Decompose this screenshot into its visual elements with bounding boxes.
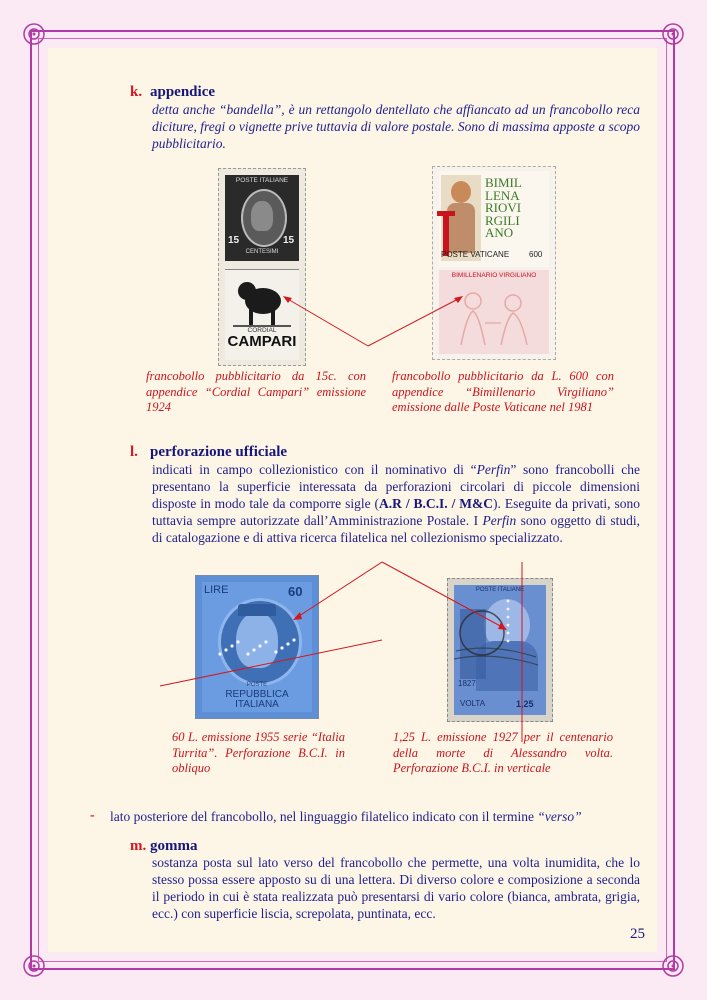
stamp-vatican-country: POSTE VATICANE <box>441 250 510 259</box>
stamp-campari-bottom-text: CENTESIMI <box>245 249 279 255</box>
section-l-letter: l. <box>130 444 138 460</box>
caption-vatican: francobollo pubblicitario da L. 600 con appendice “Bimillenario Virgiliano” emissione dalle Poste Vaticane nel 1981 <box>392 369 614 414</box>
section-l-text-part: ). Eseguite da privati, sono tuttavia sempre autorizzate dall’Amministrazione Postale. I <box>152 496 641 528</box>
perfin-term: Perfin <box>476 462 511 477</box>
section-l-text-part: ” sono francobolli che presentano la superficie interessata da perforazioni circolari di piccole dimensioni disposte in modo tale da comporre sigle ( <box>152 462 640 511</box>
caption-campari: francobollo pubblicitario da 15c. con appendice “Cordial Campari” emissione 1924 <box>146 369 366 414</box>
section-k-text: detta anche “bandella”, è un rettangolo dentellato che affiancato ad un francobollo reca diciture, fregi o vignette prive tuttavia di valore postale. Sono di massima apposte a scopo pubblicitario. <box>152 102 640 151</box>
stamp-vatican-title-line: RGILI <box>485 212 520 228</box>
verso-line <box>110 808 650 825</box>
section-k-letter: k. <box>130 84 143 100</box>
section-l-text-part: indicati in campo collezionistico con il nominativo di “ <box>152 462 477 477</box>
stamp-turrita-lire: LIRE <box>204 584 229 596</box>
section-l-title: perforazione ufficiale <box>150 444 288 460</box>
stamp-campari-brand: CAMPARI <box>227 333 297 350</box>
stamp-vatican-title-line: RIOVI <box>485 200 522 215</box>
stamp-campari-value-right: 15 <box>283 235 295 246</box>
stamp-campari-brand-small: CORDIAL <box>247 327 277 334</box>
stamp-campari-value-left: 15 <box>228 235 240 246</box>
caption-volta: 1,25 L. emissione 1927 per il centenario della morte di Alessandro volta. Perforazione B.C.I. in verticale <box>393 730 613 775</box>
stamp-turrita-republic-2: ITALIANA <box>235 699 279 710</box>
section-k-title: appendice <box>150 84 216 100</box>
section-m-heading <box>130 838 198 855</box>
stamp-vatican-title-line: BIMIL <box>485 175 522 190</box>
stamp-volta-name: VOLTA <box>460 699 486 708</box>
stamp-turrita-republic-1: REPUBBLICA <box>225 689 289 700</box>
stamp-volta-country: POSTE ITALIANE <box>475 587 525 593</box>
stamp-vatican-tab-text: BIMILLENARIO VIRGILIANO <box>451 272 537 279</box>
stamp-campari-top-text: POSTE ITALIANE <box>235 177 289 184</box>
verso-dash: - <box>90 808 95 823</box>
stamp-vatican-value: 600 <box>529 250 543 259</box>
page-number: 25 <box>630 926 645 942</box>
stamp-volta-years: 1827 <box>458 679 476 688</box>
section-l-text-part: sono oggetto di studi, di catalogazione e di attiva ricerca filatelica nel collezionismo specializzato. <box>152 513 640 545</box>
stamp-volta-value: 1,25 <box>516 699 534 709</box>
stamp-vatican-title-line: ANO <box>485 225 514 240</box>
verso-text: lato posteriore del francobollo, nel linguaggio filatelico indicato con il termine <box>110 809 538 824</box>
caption-turrita: 60 L. emissione 1955 serie “Italia Turrita”. Perforazione B.C.I. in obliquo <box>172 730 345 775</box>
section-m-text: sostanza posta sul lato verso del francobollo che permette, una volta inumidita, che lo stesso possa essere apposto su di una lettera. Di diverso colore e composizione a seconda il periodo in cui è stata realizzata può presentarsi di vario colore (bianca, ambrata, grigia, ecc.) con superficie liscia, screpolata, puntinata, ecc. <box>152 855 640 921</box>
section-m-letter: m. <box>130 838 147 854</box>
stamp-turrita-value: 60 <box>288 584 303 599</box>
section-m-title: gomma <box>150 838 198 854</box>
stamp-turrita-poste: POSTE <box>246 682 268 688</box>
stamp-vatican-title-line: LENA <box>485 187 520 203</box>
verso-term: “verso” <box>537 809 582 824</box>
perfin-term: Perfin <box>482 513 517 528</box>
perfin-sigle: A.R / B.C.I. / M&C <box>379 496 494 511</box>
